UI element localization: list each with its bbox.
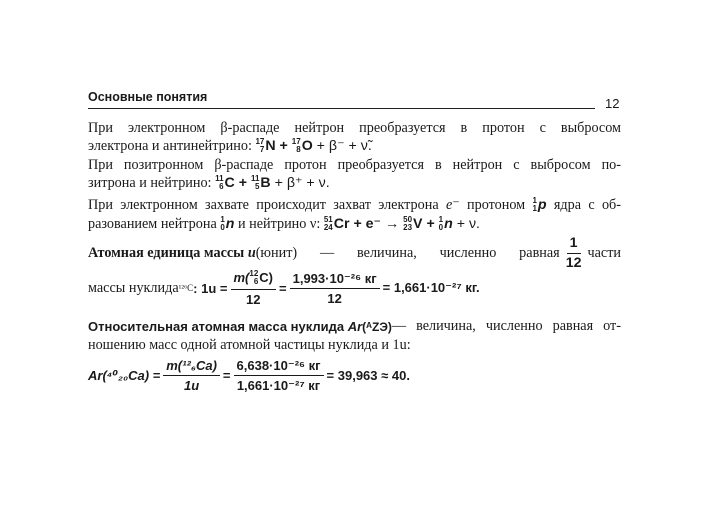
calcium-lhs: Ar(⁴⁰₂₀Ca) = [88, 367, 161, 383]
neutron-nuclide: 1 0 [220, 214, 225, 232]
boron-nuclide: 11 5 [250, 173, 260, 191]
relative-mass-symbol: Ar [347, 319, 363, 334]
vanadium-symbol: V [413, 216, 423, 232]
oxygen-symbol: O [301, 138, 313, 154]
capture-line-2: разованием нейтрона 1 0 n и нейтрино ν: 51 24 Cr + e⁻ → 50 23 V + 1 0 n + ν. [88, 214, 481, 232]
header-rule [88, 108, 595, 109]
calcium-fraction-2: $\frac{\text{6,638·10⁻²⁶ кг}}{\text{1,661·10⁻²⁷ кг}}$ [234, 358, 324, 393]
relative-mass-term: Относительная атомная масса нуклида [88, 319, 345, 334]
beta-minus-rest: + β⁻ + ν̃. [312, 138, 372, 154]
carbon-12-nuclide: ¹²⁶C [178, 283, 194, 294]
amu-fraction-2: $\frac{\text{1,993·10⁻²⁶ кг}}{12}$ [290, 271, 380, 306]
chromium-symbol: Cr [333, 216, 350, 232]
relative-mass-line-2: ношению масс одной атомной частицы нуклида и 1u: [88, 337, 411, 353]
calcium-fraction-1: $\frac{\text{m(¹²₆Ca)}}{1u}$ [163, 358, 220, 393]
beta-minus-intro: электрона и антинейтрино: [88, 138, 256, 154]
vanadium-nuclide: 50 23 [403, 214, 413, 232]
calcium-result: = 39,963 ≈ 40. [326, 368, 410, 383]
chromium-nuclide: 51 24 [323, 214, 333, 232]
proton-nuclide: 1 1 [532, 195, 537, 213]
electron-symbol: e⁻ [445, 197, 460, 213]
oxygen-nuclide: 17 8 [291, 136, 301, 154]
calcium-calculation: Ar(⁴⁰₂₀Ca) = $\frac{\text{m(¹²₆Ca)}}{1u}$ = $\frac{\text{6,638·10⁻²⁶ кг}}{\text{1,661·10⁻²⁷ кг}}$ = 39,963 ≈ 40. [88, 358, 410, 393]
neutron-symbol: n [225, 216, 235, 232]
page-number: 12 [605, 96, 620, 111]
neutron-nuclide-2: 1 0 [438, 214, 444, 232]
amu-definition-line-2: массы нуклида ¹²⁶C : 1u = m( 12 6 C) 12 = $\frac{\text{1,993·10⁻²⁶ кг}}{12}$ = 1,661·10⁻²⁷ кг. [88, 268, 480, 307]
one-twelfth-fraction: $\frac{1}{12}$ [565, 235, 582, 271]
amu-definition-line-1: Атомная единица массы u (юнит) — величина, численно равная $\frac{1}{12}$ части [88, 235, 621, 271]
beta-plus-rest: + β⁺ + ν. [270, 175, 330, 191]
beta-minus-line-1: При электронном β-распаде нейтрон преобразуется в протон с выбросом [88, 120, 621, 136]
boron-symbol: B [260, 175, 271, 191]
section-header-title: Основные понятия [88, 90, 208, 104]
beta-plus-line-1: При позитронном β-распаде протон преобразуется в нейтрон с выбросом по- [88, 157, 621, 173]
carbon-nuclide: 11 6 [215, 173, 224, 191]
beta-plus-line-2: зитрона и нейтрино: 11 6 C + 11 5 B + β⁺ + ν. [88, 173, 330, 191]
nitrogen-nuclide: 17 7 [255, 136, 265, 154]
beta-plus-intro: зитрона и нейтрино: [88, 175, 216, 191]
amu-fraction-1: m( 12 6 C) 12 [231, 270, 277, 307]
amu-symbol: u [247, 245, 256, 261]
proton-symbol: p [537, 197, 547, 213]
relative-mass-line-1: Относительная атомная масса нуклида Ar (ᴬZЭ) — величина, численно равная от- [88, 318, 621, 334]
amu-term: Атомная единица массы [88, 245, 245, 261]
beta-minus-line-2: электрона и антинейтрино: 17 7 N + 17 8 O + β⁻ + ν̃. [88, 136, 372, 154]
capture-line-1: При электронном захвате происходит захват электрона e⁻ протоном 1 1 p ядра с об- [88, 195, 621, 213]
amu-result: = 1,661·10⁻²⁷ кг. [382, 280, 480, 296]
nitrogen-symbol: N [265, 138, 276, 154]
carbon-symbol: C [224, 175, 235, 191]
